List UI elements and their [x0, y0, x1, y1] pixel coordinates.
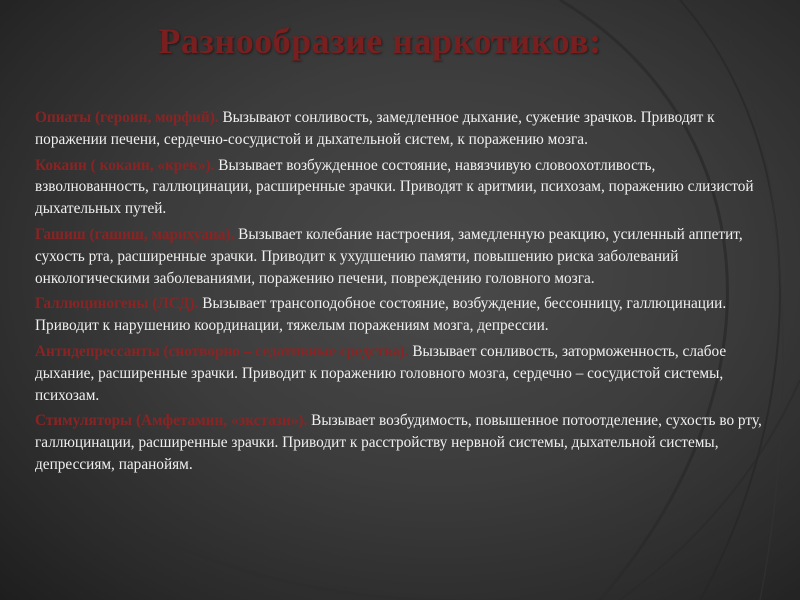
item-text: Вызывает колебание настроения, замедленную реакцию, усиленный аппетит, сухость рта, расширенные зрачки. Приводит к ухудшению памяти, повышению риска заболеваний онкологическими заболеваниями, поражению печени, повреждению головного мозга. [35, 225, 743, 287]
list-item [35, 293, 765, 337]
item-term: Антидепрессанты (снотворно – седативные средства). [35, 342, 409, 360]
item-term: Галлюциногены (ЛСД). [35, 295, 199, 313]
item-term: Стимуляторы (Амфетамин, «экстази»). [35, 412, 308, 430]
item-term: Гашиш (гашиш, марихуана). [35, 225, 235, 243]
item-text: Вызывает трансоподобное состояние, возбуждение, бессонницу, галлюцинации. Приводит к нарушению координации, тяжелым поражениям мозга, депрессии. [35, 295, 727, 335]
item-text: Вызывают сонливость, замедленное дыхание, сужение зрачков. Приводят к поражении печени, сердечно-сосудистой и дыхательной систем, к поражению мозга. [35, 109, 715, 148]
item-term: Кокаин ( кокаин, «крек»). [35, 156, 215, 174]
slide-content [35, 107, 765, 480]
item-term: Опиаты (героин, морфий). [35, 109, 219, 126]
item-text: Вызывает сонливость, заторможенность, слабое дыхание, расширенные зрачки. Приводит к поражению головного мозга, сердечно – сосудистой системы, психозам. [35, 342, 727, 404]
list-item [35, 107, 765, 151]
list-item [35, 224, 765, 289]
list-item [35, 410, 765, 475]
list-item [35, 341, 765, 406]
slide-title: Разнообразие наркотиков: [158, 21, 602, 61]
item-text: Вызывает возбудимость, повышенное потоотделение, сухость во рту, галлюцинации, расширенные зрачки. Приводит к расстройству нервной системы, дыхательной системы, депрессиям, паранойям. [35, 412, 762, 473]
list-item [35, 155, 765, 220]
item-text: Вызывает возбужденное состояние, навязчивую словоохотливость, взволнованность, галлюцинации, расширенные зрачки. Приводят к аритмии, психозам, поражению слизистой дыхательных путей. [35, 156, 754, 218]
